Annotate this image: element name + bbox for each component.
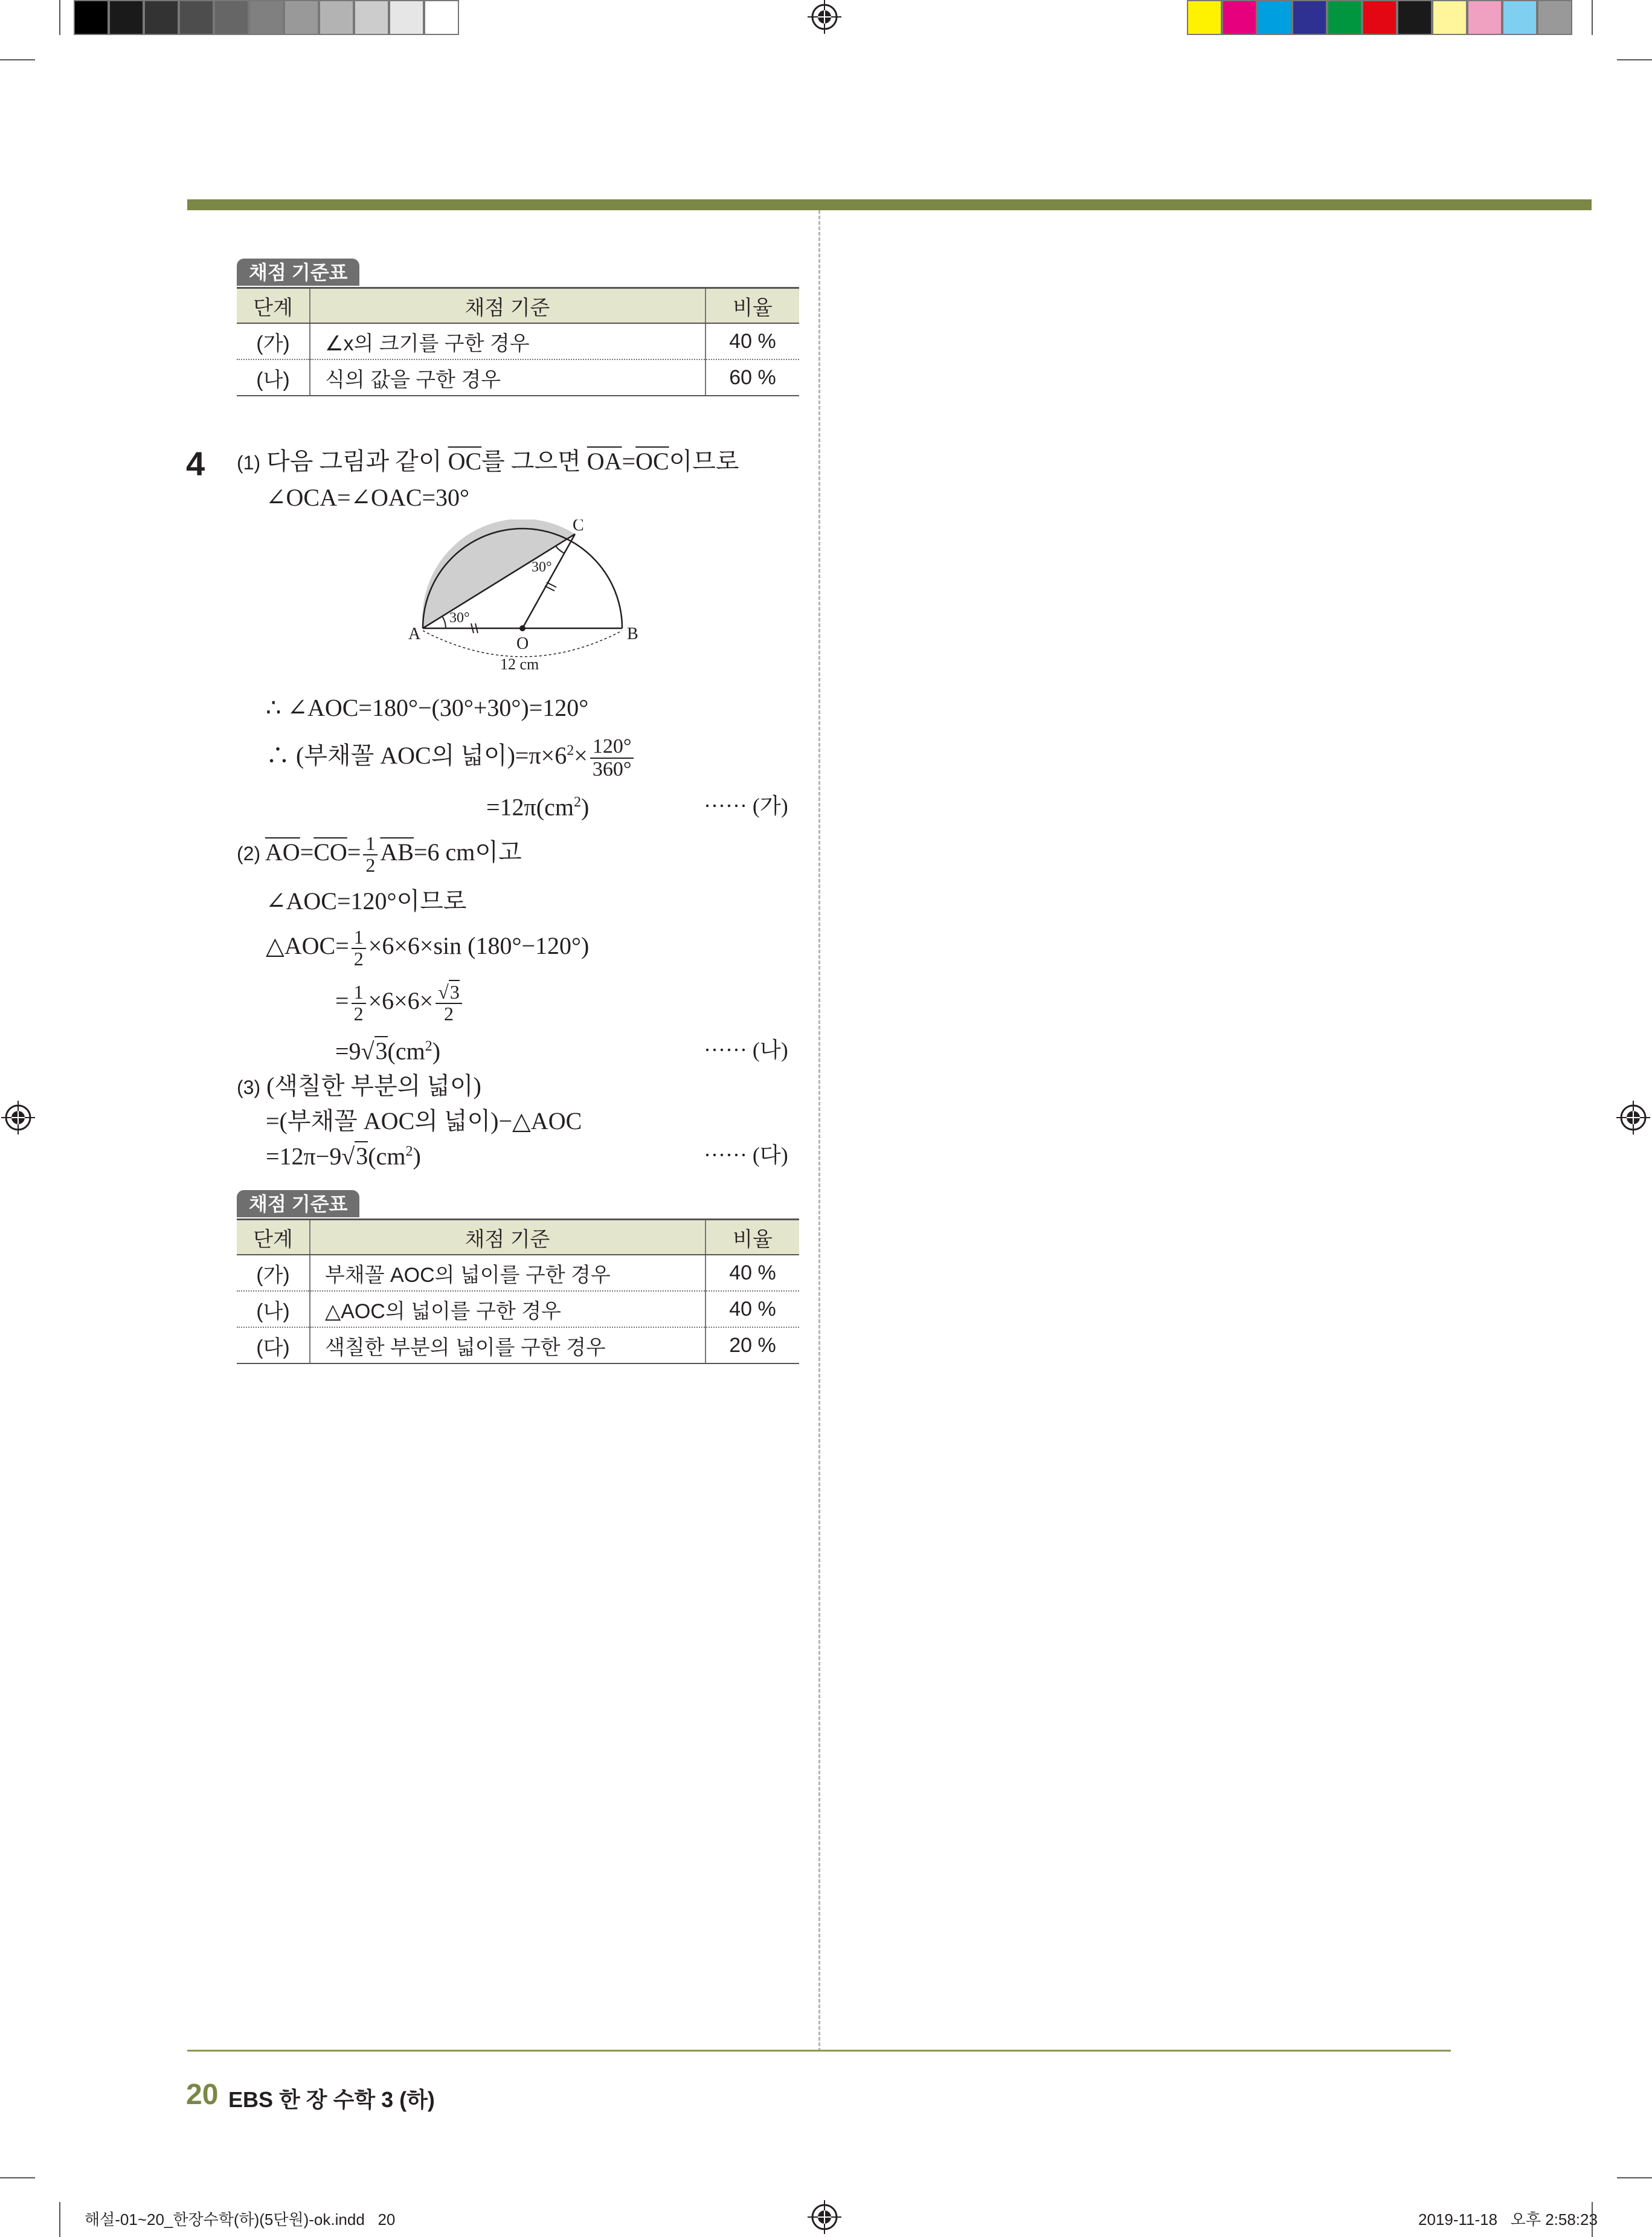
color-swatch [389,0,424,35]
fraction-denominator: 360° [592,758,632,781]
angle-arc-c [556,546,565,553]
fraction [363,834,378,875]
step-marker-na: ······ (나) [704,1038,788,1062]
table-header-ratio: 비율 [705,288,799,324]
part2-line2: ∠AOC=120°이므로 [266,887,467,915]
color-swatch [1257,0,1292,35]
part2-line5: $=9√3(cm^2)$ [335,1037,441,1065]
ratio-cell: 40 % [705,1291,799,1327]
color-swatch [179,0,214,35]
diameter-label: 12 cm [500,655,539,673]
superscript: 2 [567,742,574,759]
label-c: C [573,520,584,535]
superscript: 2 [425,1038,432,1054]
step-cell: (가) [237,1255,310,1291]
text: ) [413,1142,421,1170]
ratio-cell: 40 % [705,323,799,359]
step-cell: (다) [237,1327,310,1363]
color-swatch [1187,0,1222,35]
part1-line3: ∴ ∠AOC=180°−(30°+30°)=120° [266,694,589,721]
fraction-numerator: 1 [363,834,378,855]
book-title: EBS 한 장 수학 3 (하) [228,2087,435,2112]
color-swatch [214,0,249,35]
color-swatch [1222,0,1257,35]
registration-mark-bottom-icon [808,2200,841,2234]
text: 다음 그림과 같이 [266,448,448,475]
table-header-step: 단계 [237,288,310,324]
color-swatch [1327,0,1362,35]
color-swatch [354,0,389,35]
segment-co: $\overline{CO}$ [313,838,347,866]
segment-ab: $\overline{AB}$ [380,838,414,866]
text: (cm [387,1037,425,1065]
table-header-ratio: 비율 [705,1220,799,1255]
fraction-denominator: 2 [353,1002,364,1025]
slug-timestamp: 2019-11-18 오후 2:58:23 [1418,2210,1598,2229]
semicircle-figure [399,520,664,683]
equals: = [300,838,314,866]
problem-number: 4 [186,445,205,483]
process-color-bar [1187,0,1577,35]
part-label: (3) [237,1077,261,1098]
part1-line2: ∠OCA=∠OAC=30° [266,484,470,511]
table-row [237,1255,799,1291]
tick-mark [547,582,556,587]
segment-oc: $\overline{OC}$ [448,448,482,475]
table-header-step: 단계 [237,1220,310,1255]
part-label: (1) [237,452,261,474]
crop-mark [0,59,35,60]
fraction-numerator: √3 [435,982,462,1004]
step-cell: (나) [237,1291,310,1327]
gray-color-bar [74,0,464,35]
sqrt-radicand: 3 [356,1142,368,1170]
text: (색칠한 부분의 넓이) [266,1072,481,1099]
text: △AOC= [266,932,349,959]
color-swatch [1432,0,1467,35]
crop-mark [0,2177,35,2178]
sqrt-radicand: 3 [375,1037,388,1065]
color-swatch [1502,0,1537,35]
equals: = [347,838,361,866]
criteria-cell: 식의 값을 구한 경우 [310,359,705,396]
angle-arc-a [442,616,446,628]
text: ) [432,1037,441,1065]
footer-rule [187,2050,1451,2052]
registration-mark-right-icon [1616,1101,1650,1135]
text: 이므로 [669,448,739,475]
color-swatch [1397,0,1432,35]
superscript: 2 [573,794,581,810]
text: =6 cm이고 [413,838,522,866]
text: 를 그으면 [481,448,587,475]
fraction-denominator: 2 [365,854,376,876]
color-swatch [1467,0,1502,35]
part1-line5 [486,795,589,819]
part1-line1 [237,449,739,474]
scoring-table-tag: 채점 기준표 [237,1190,359,1217]
sqrt-radicand: 3 [449,981,460,1003]
label-a: A [408,625,421,643]
part-label: (2) [237,842,261,864]
fraction [352,982,366,1024]
fraction-numerator: 120° [590,736,634,759]
registration-mark-left-icon [1,1101,35,1135]
color-swatch [1292,0,1327,35]
fraction [352,927,366,969]
step-marker-ga: ······ (가) [704,794,788,818]
part3-line3: $=12\pi-9√3(cm^2)$ [266,1142,421,1170]
step-marker-da: ······ (다) [704,1143,788,1167]
scoring-table-2 [237,1218,799,1364]
center-point [519,625,525,631]
column-divider [818,210,820,2052]
label-b: B [627,625,638,643]
fraction-denominator: 2 [353,947,364,970]
crop-mark [1617,59,1652,60]
step-cell: (나) [237,359,310,396]
text: =12π−9 [266,1142,342,1170]
part2-line1 [237,834,522,875]
table-header-criteria: 채점 기준 [310,1220,705,1255]
angle-label-a: 30° [449,610,470,626]
crop-mark [1592,0,1593,35]
superscript: 2 [405,1144,413,1159]
color-swatch [74,0,109,35]
registration-mark-top-icon [808,0,841,34]
part2-line3 [266,927,589,969]
fraction [590,736,634,780]
table-row [237,359,799,396]
segment-oc: $\overline{OC}$ [635,448,669,475]
part3-line2: =(부채꼴 AOC의 넓이)−△AOC [266,1107,582,1135]
ratio-cell: 40 % [705,1255,799,1291]
fraction-denominator: 2 [444,1002,454,1025]
part1-line4 [266,736,636,780]
ratio-cell: 60 % [705,359,799,396]
part2-line4 [335,982,464,1024]
color-swatch [109,0,144,35]
fraction-numerator: 1 [352,982,366,1004]
crop-mark [59,2202,60,2237]
fraction-numerator: 1 [352,927,366,949]
color-swatch [249,0,284,35]
segment-oa: $\overline{OA}$ [587,448,622,475]
step-cell: (가) [237,323,310,359]
color-swatch [1537,0,1572,35]
part3-line1 [237,1074,481,1098]
text: × [574,741,588,769]
text: ) [580,793,590,821]
color-swatch [284,0,319,35]
fraction [435,982,462,1024]
color-swatch [424,0,459,35]
criteria-cell: △AOC의 넓이를 구한 경우 [310,1291,705,1327]
criteria-cell: 색칠한 부분의 넓이를 구한 경우 [310,1327,705,1363]
crop-mark [1617,2177,1652,2178]
table-row [237,1327,799,1363]
label-o: O [516,634,529,653]
page-number: 20 [186,2079,219,2111]
text: =12π(cm [486,793,574,821]
scoring-table-1 [237,287,799,396]
color-swatch [144,0,179,35]
criteria-cell: 부채꼴 AOC의 넓이를 구한 경우 [310,1255,705,1291]
text: ×6×6× [368,987,434,1014]
text: ∴ (부채꼴 AOC의 넓이)=π×6 [266,741,567,769]
slug-filename: 해설-01~20_한장수학(하)(5단원)-ok.indd 20 [85,2210,396,2229]
table-row [237,323,799,359]
text: = [335,987,349,1014]
color-swatch [319,0,354,35]
segment-ao: $\overline{AO}$ [265,838,300,866]
equals: = [622,448,636,475]
crop-mark [59,0,60,35]
table-row [237,1291,799,1327]
text: =9 [335,1037,361,1065]
text: ×6×6×sin (180°−120°) [368,932,590,959]
header-accent-bar [187,199,1592,210]
text: (cm [368,1142,406,1170]
scoring-table-tag: 채점 기준표 [237,259,359,286]
criteria-cell: ∠x의 크기를 구한 경우 [310,323,705,359]
table-header-criteria: 채점 기준 [310,288,705,324]
tick-mark [545,586,554,591]
color-swatch [1362,0,1397,35]
ratio-cell: 20 % [705,1327,799,1363]
angle-label-c: 30° [532,559,552,575]
